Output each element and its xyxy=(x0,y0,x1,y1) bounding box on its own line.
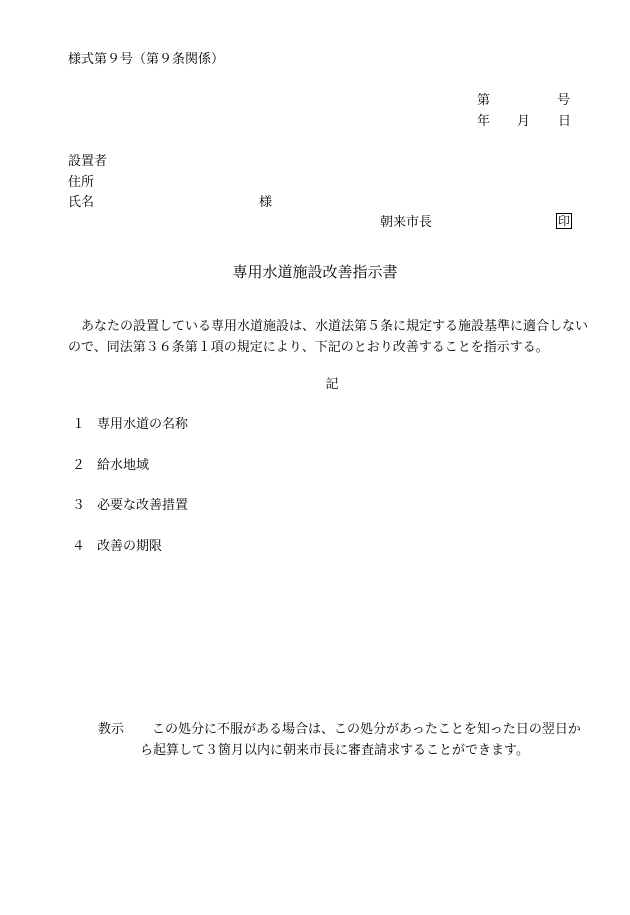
date-day: 日 xyxy=(558,114,572,129)
doc-number-suffix: 号 xyxy=(557,93,571,108)
name-label: 氏名 xyxy=(68,195,95,210)
item-label: 改善の期限 xyxy=(97,539,163,554)
address-label: 住所 xyxy=(68,175,95,190)
installer-label: 設置者 xyxy=(68,154,108,169)
instruction-body: あなたの設置している専用水道施設は、水道法第５条に規定する施設基準に適合しないので、同法第３６条第１項の規定により、下記のとおり改善することを指示する。 xyxy=(68,319,589,355)
item-label: 給水地域 xyxy=(97,458,150,473)
list-item xyxy=(72,540,162,553)
issuer-title: 朝来市長 xyxy=(380,215,433,230)
list-item xyxy=(72,418,188,431)
honorific: 様 xyxy=(259,195,273,210)
item-number: １ xyxy=(72,417,86,432)
list-item xyxy=(72,459,149,472)
list-item xyxy=(72,499,188,512)
item-number: ２ xyxy=(72,458,86,473)
item-label: 必要な改善措置 xyxy=(97,498,189,513)
item-number: ３ xyxy=(72,498,86,513)
notice-label: 教示 xyxy=(98,722,125,737)
document-title: 専用水道施設改善指示書 xyxy=(232,263,398,281)
item-label: 専用水道の名称 xyxy=(97,417,189,432)
date-month: 月 xyxy=(517,114,531,129)
date-year: 年 xyxy=(477,114,491,129)
ki-heading: 記 xyxy=(325,377,339,392)
notice-line-1: この処分に不服がある場合は、この処分があったことを知った日の翌日か xyxy=(152,722,581,737)
seal-mark: 印 xyxy=(558,214,571,228)
form-number: 様式第９号（第９条関係） xyxy=(68,52,225,67)
notice-line-2: ら起算して３箇月以内に朝来市長に審査請求することができます。 xyxy=(140,743,529,758)
item-number: ４ xyxy=(72,539,86,554)
doc-number-prefix: 第 xyxy=(477,93,491,108)
